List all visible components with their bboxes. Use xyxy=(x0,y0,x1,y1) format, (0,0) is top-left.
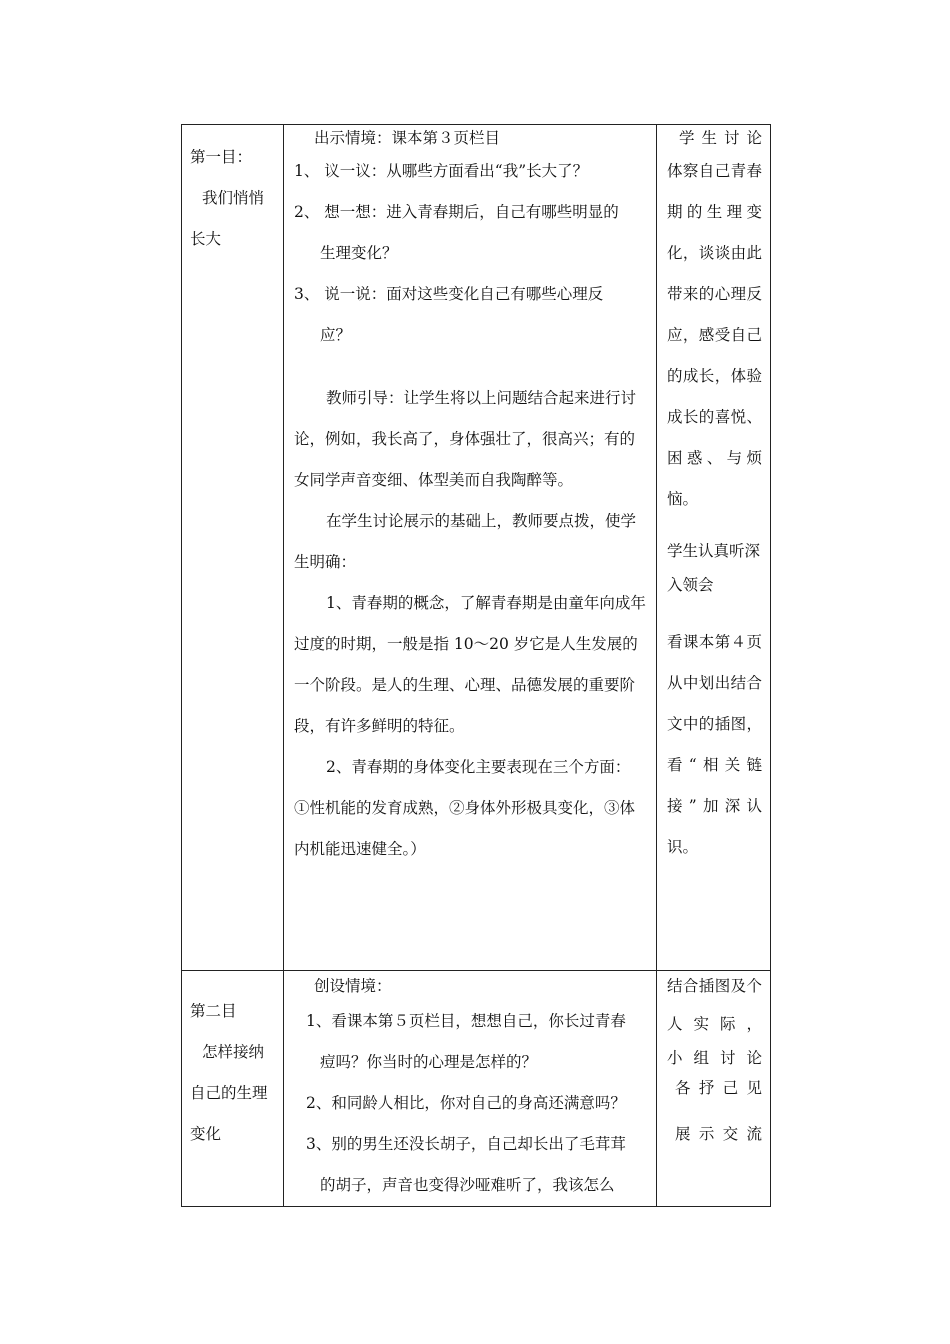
activity-line: 各抒己见 xyxy=(675,1079,762,1097)
topic-cell xyxy=(182,971,284,1207)
content-text xyxy=(284,971,656,1206)
question-line: 3、别的男生还没长胡子，自己却长出了毛茸茸 xyxy=(306,1135,626,1153)
topic-cell xyxy=(182,125,284,971)
activity-text xyxy=(657,971,770,1150)
teacher-point-paragraph: 在学生讨论展示的基础上，教师要点拨，使学生明确： xyxy=(294,512,637,571)
topic-line: 第二目 xyxy=(190,1002,237,1020)
content-cell xyxy=(284,125,657,971)
activity-paragraph: 结合插图及个人实际， xyxy=(667,977,762,1033)
activity-cell xyxy=(657,971,771,1207)
topic-line: 长大 xyxy=(190,230,222,248)
table-row xyxy=(182,971,771,1207)
question-line: 1、看课本第５页栏目，想想自己，你长过青春 xyxy=(306,1012,626,1030)
topic-text xyxy=(182,125,283,260)
question-line: 应？ xyxy=(320,326,352,344)
question-line: 2、 想一想：进入青春期后，自己有哪些明显的 xyxy=(294,203,619,221)
activity-cell xyxy=(657,125,771,971)
concept-paragraph: 1、青春期的概念，了解青春期是由童年向成年过度的时期，一般是指 10～20 岁它是人生发展的一个阶段。是人的生理、心理、品德发展的重要阶段，有许多鲜明的特征。 xyxy=(294,594,646,735)
table-row xyxy=(182,125,771,971)
body-change-detail: ①性机能的发育成熟，②身体外形极具变化，③体内机能迅速健全。） xyxy=(294,799,636,858)
question-line: 1、 议一议：从哪些方面看出“我”长大了？ xyxy=(294,162,589,180)
topic-line: 变化 xyxy=(190,1125,222,1143)
topic-line: 第一目： xyxy=(190,148,253,166)
situation-line: 创设情境： xyxy=(314,977,392,995)
question-line: 2、和同龄人相比，你对自己的身高还满意吗？ xyxy=(306,1094,626,1112)
activity-line: 展示交流 xyxy=(675,1125,762,1143)
activity-paragraph: 学生认真听深入领会 xyxy=(667,542,761,594)
question-line: 3、 说一说：面对这些变化自己有哪些心理反 xyxy=(294,285,604,303)
topic-line: 自己的生理 xyxy=(190,1084,268,1102)
topic-line: 我们悄悄 xyxy=(202,189,265,207)
question-line: 的胡子，声音也变得沙哑难听了，我该怎么 xyxy=(320,1176,615,1194)
body-change-paragraph: 2、青春期的身体变化主要表现在三个方面： xyxy=(326,758,631,776)
activity-line: 小组讨论 xyxy=(667,1049,762,1067)
teacher-guide-paragraph: 教师引导：让学生将以上问题结合起来进行讨论，例如，我长高了，身体强壮了，很高兴；有的女同学声音变细、体型美而自我陶醉等。 xyxy=(294,389,637,489)
topic-text xyxy=(182,971,283,1155)
topic-line: 怎样接纳 xyxy=(202,1043,265,1061)
situation-line: 出示情境：课本第３页栏目 xyxy=(314,129,501,147)
question-line: 痘吗？你当时的心理是怎样的？ xyxy=(320,1053,538,1071)
lesson-plan-table xyxy=(181,124,771,1207)
activity-text xyxy=(657,125,770,868)
activity-line: 学生讨论 xyxy=(679,129,762,147)
content-cell xyxy=(284,971,657,1207)
content-text xyxy=(284,125,656,870)
activity-paragraph: 体察自己青春期的生理变化，谈谈由此带来的心理反应，感受自己的成长，体验成长的喜悦、困惑、与烦恼。 xyxy=(667,162,762,508)
activity-paragraph: 看课本第４页从中划出结合文中的插图，看“相关链接”加深认识。 xyxy=(667,633,762,856)
question-line: 生理变化？ xyxy=(320,244,398,262)
